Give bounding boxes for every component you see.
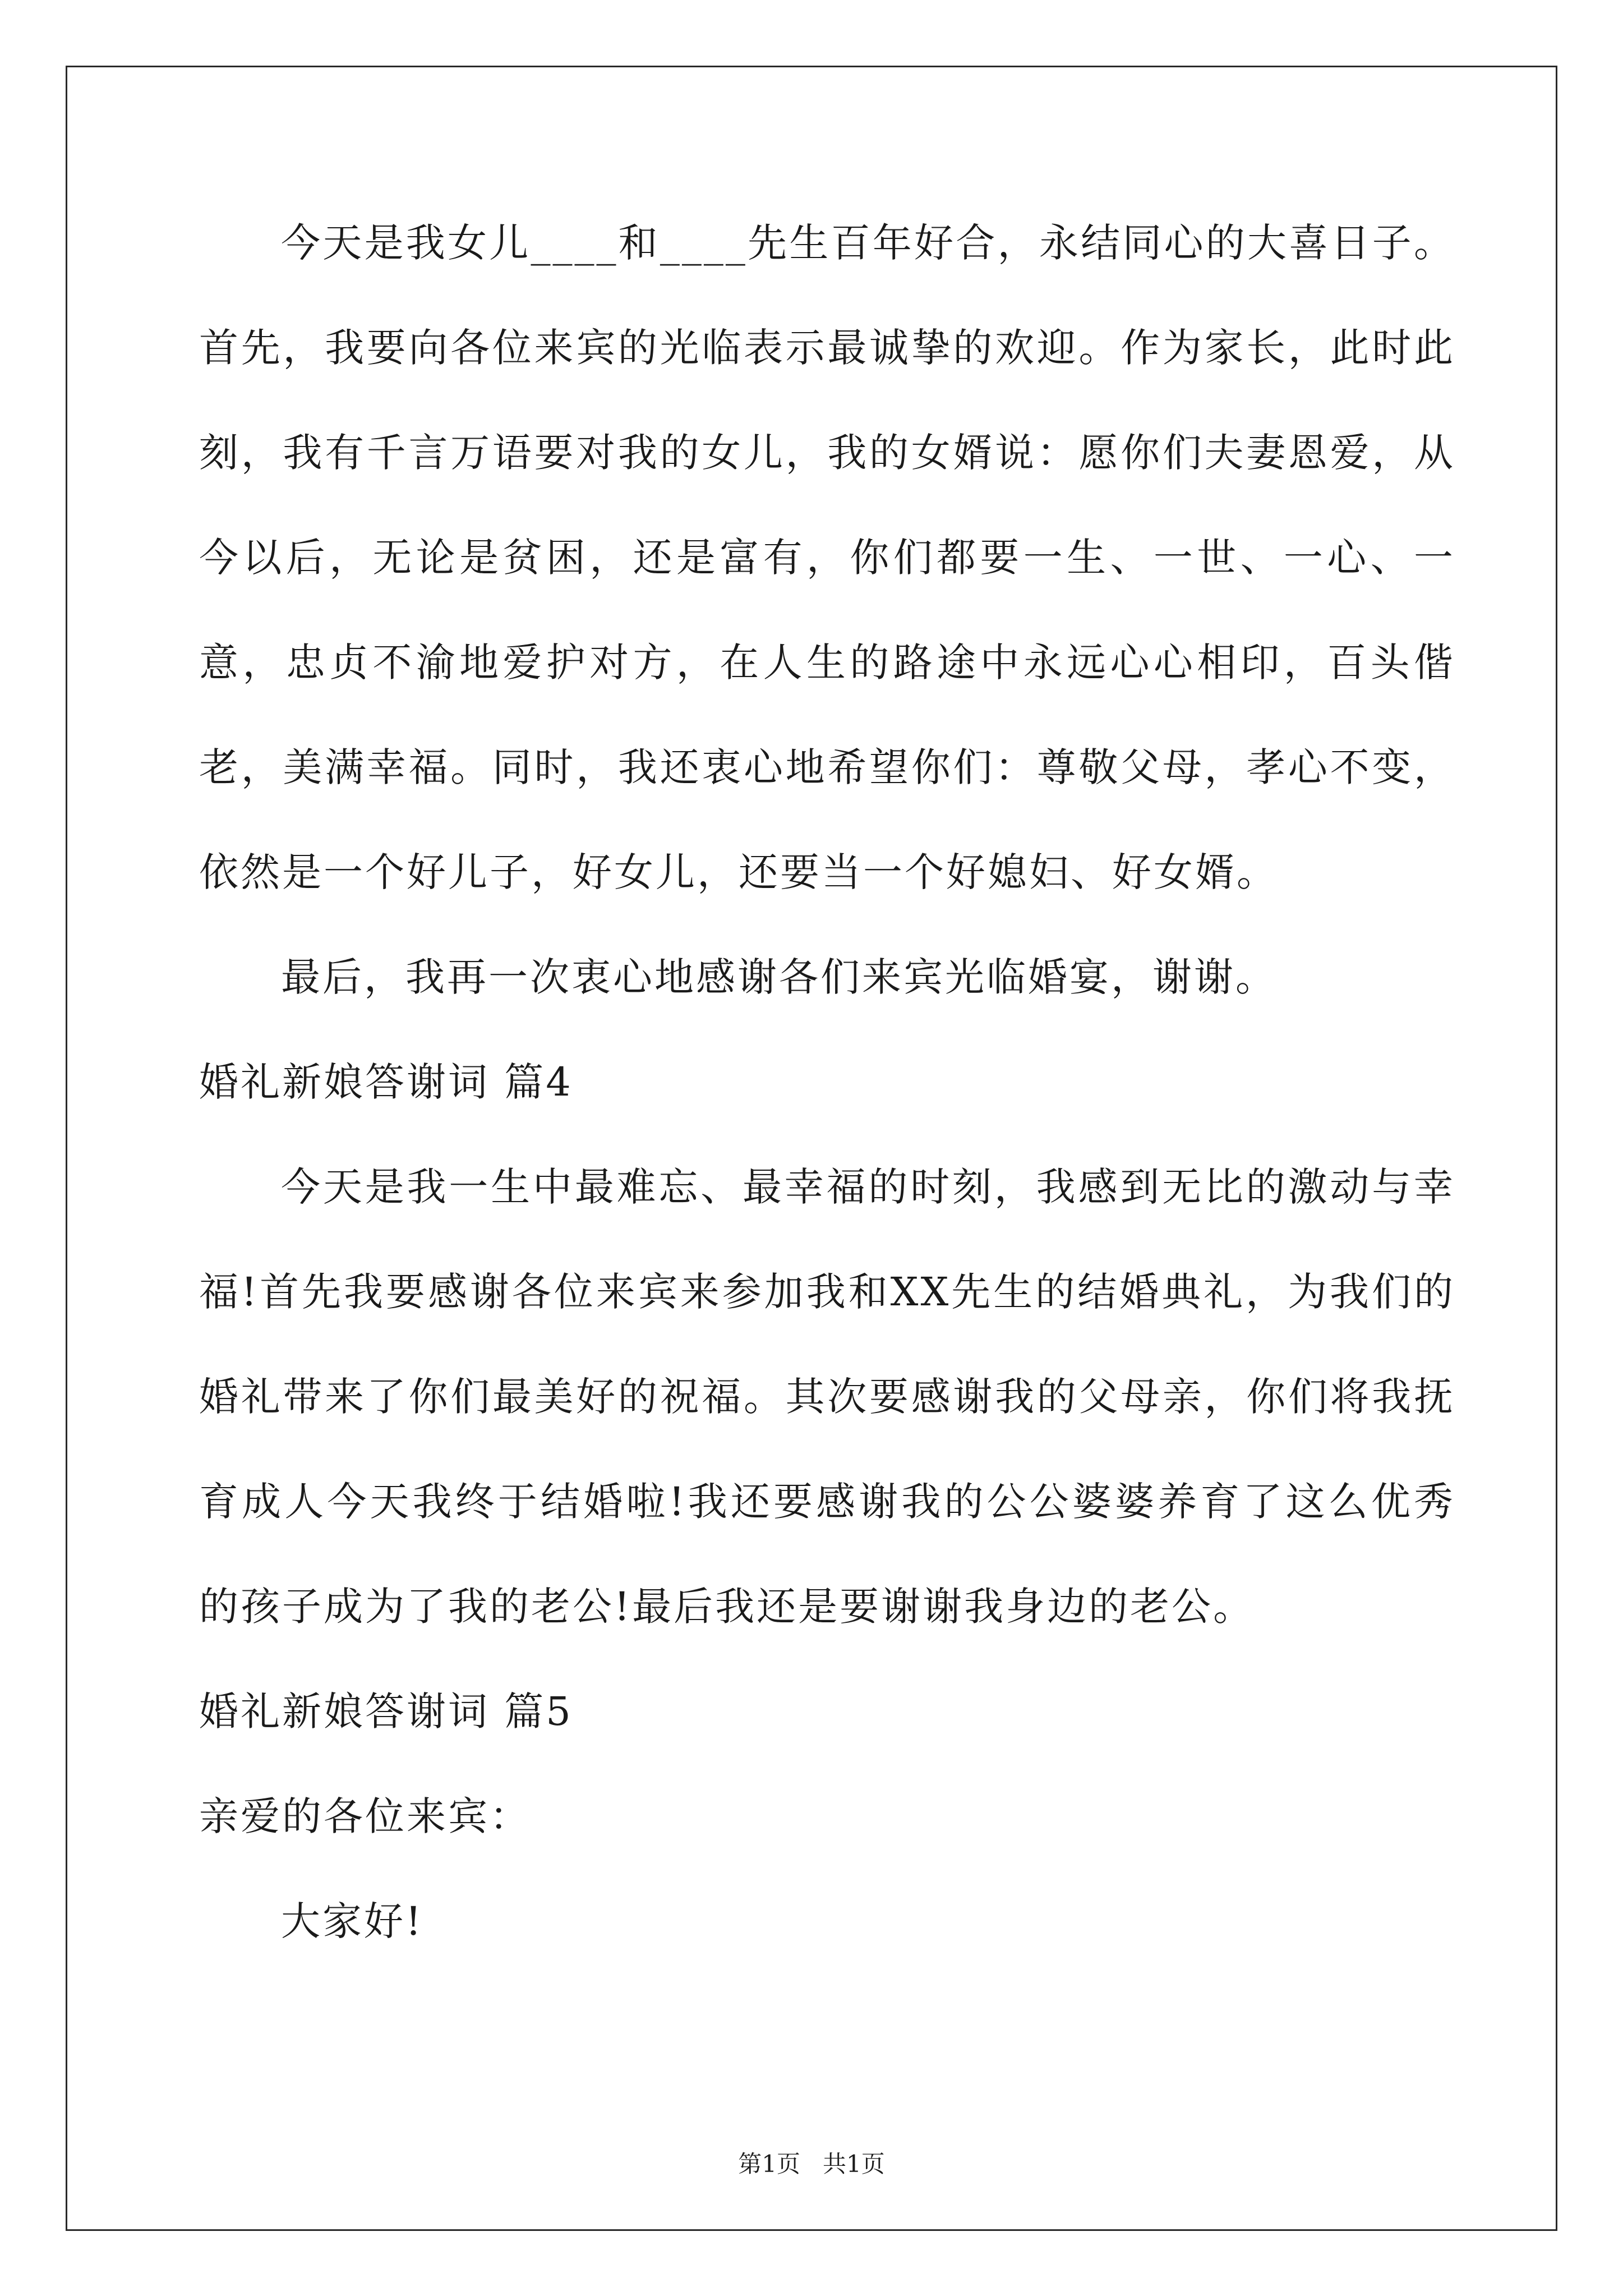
document-body [199, 191, 1455, 1974]
page-number-footer: 第1页 共1页 [738, 2150, 885, 2178]
paragraph-salutation: 亲爱的各位来宾： [199, 1793, 531, 1839]
section-heading-5: 婚礼新娘答谢词 篇5 [199, 1688, 573, 1734]
paragraph-wedding-blessing: 今天是我女儿____和____先生百年好合，永结同心的大喜日子。首先，我要向各位来宾的光临表示最诚挚的欢迎。作为家长，此时此刻，我有千言万语要对我的女儿，我的女婿说：愿你们夫妻恩爱，从今以后，无论是贫困，还是富有，你们都要一生、一世、一心、一意，忠贞不渝地爱护对方，在人生的路途中永远心心相印，百头偕老，美满幸福。同时，我还衷心地希望你们：尊敬父母，孝心不变，依然是一个好儿子，好女儿，还要当一个好媳妇、好女婿。 [199, 220, 1455, 895]
section-heading-4: 婚礼新娘答谢词 篇4 [199, 1059, 573, 1105]
paragraph-bride-thanks: 今天是我一生中最难忘、最幸福的时刻，我感到无比的激动与幸福!首先我要感谢各位来宾来参加我和XX先生的结婚典礼，为我们的婚礼带来了你们最美好的祝福。其次要感谢我的父母亲，你们将我抚育成人今天我终于结婚啦!我还要感谢我的公公婆婆养育了这么优秀的孩子成为了我的老公!最后我还是要谢谢我身边的老公。 [199, 1164, 1455, 1630]
paragraph-greeting: 大家好! [281, 1898, 424, 1944]
paragraph-closing-thanks: 最后，我再一次衷心地感谢各们来宾光临婚宴，谢谢。 [281, 954, 1277, 1000]
